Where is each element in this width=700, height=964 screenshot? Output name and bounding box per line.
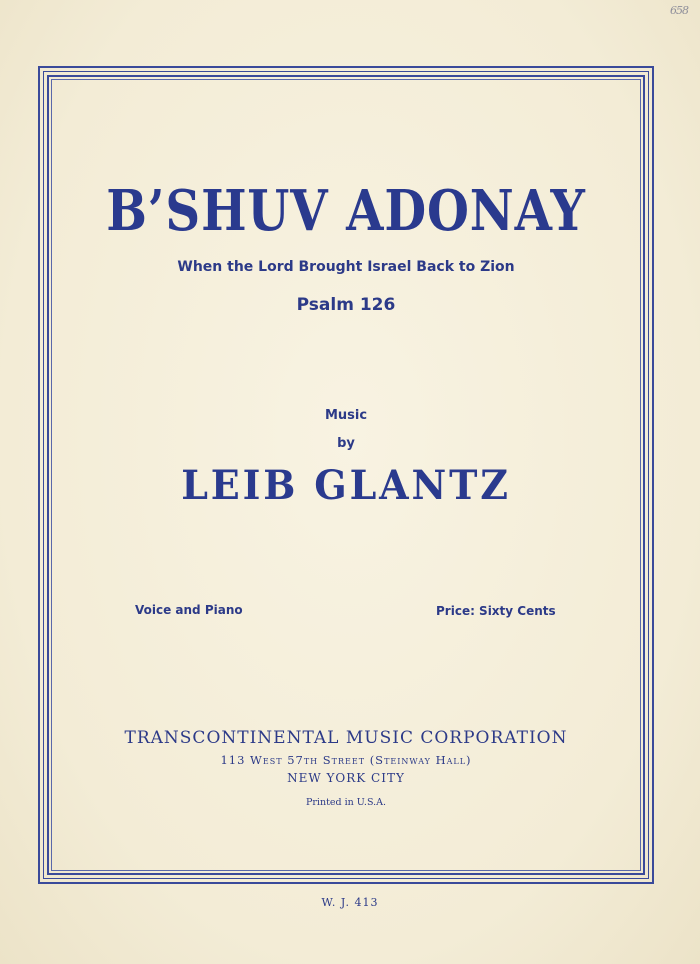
arrangement-label: Voice and Piano xyxy=(135,603,243,617)
publisher-city: NEW YORK CITY xyxy=(287,771,405,785)
publisher-name: TRANSCONTINENTAL MUSIC CORPORATION xyxy=(124,728,568,748)
publisher-address: 113 West 57th Street (Steinway Hall) xyxy=(220,753,472,767)
psalm-label: Psalm 126 xyxy=(296,295,396,315)
price-label: Price: Sixty Cents xyxy=(436,604,556,618)
printed-in-label: Printed in U.S.A. xyxy=(305,797,387,808)
music-label: Music xyxy=(324,408,368,423)
page-title: B’SHUV ADONAY xyxy=(106,178,586,244)
by-label: by xyxy=(337,436,355,451)
subtitle: When the Lord Brought Israel Back to Zion xyxy=(177,259,515,275)
composer-name: LEIB GLANTZ xyxy=(181,462,511,509)
handwritten-annotation: 658 xyxy=(670,4,688,17)
catalog-number: W. J. 413 xyxy=(321,896,379,909)
